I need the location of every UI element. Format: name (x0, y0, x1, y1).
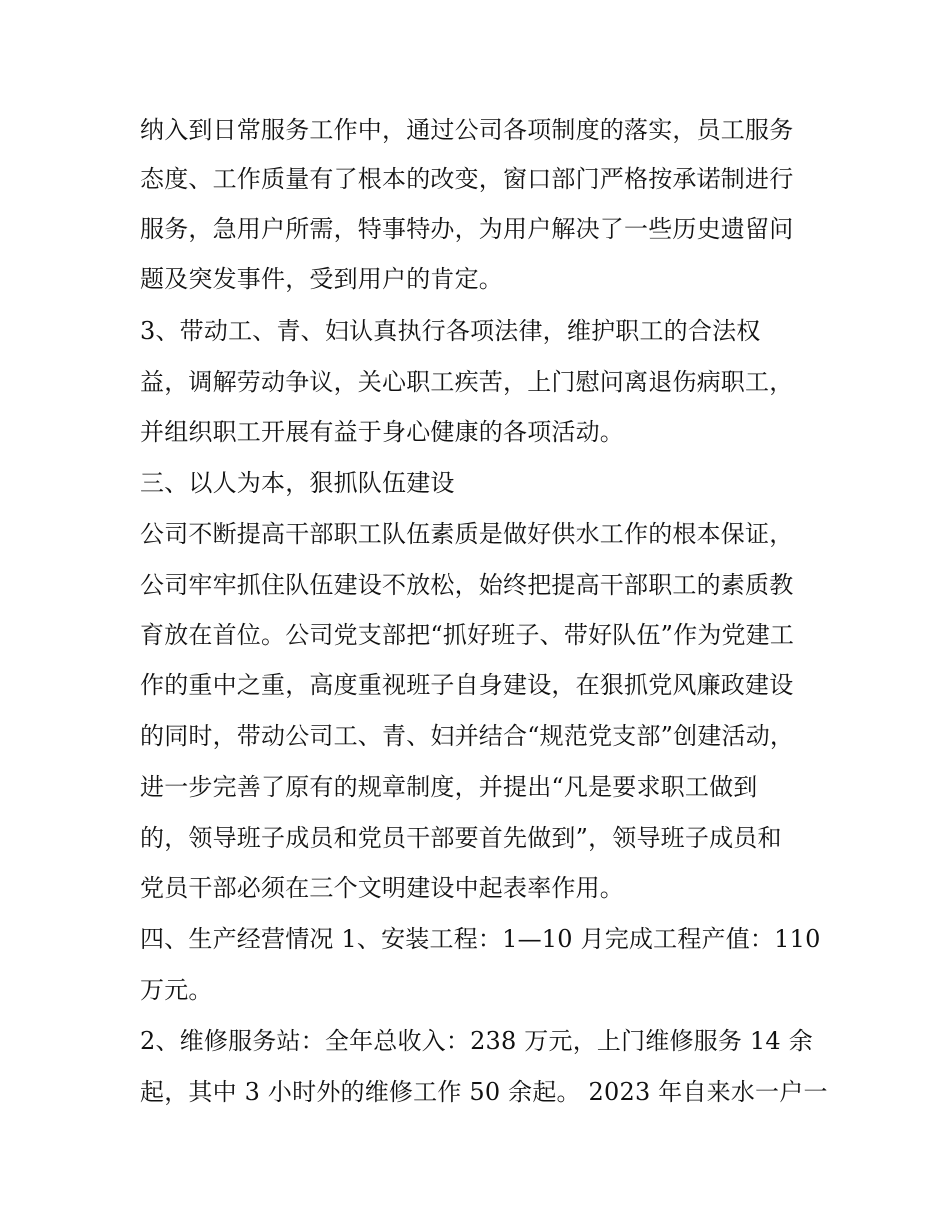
text-line: 万元。 (140, 976, 213, 1004)
text-line: 2、维修服务站：全年总收入：238 万元，上门维修服务 14 余 (140, 1027, 813, 1055)
text-line: 公司不断提高干部职工队伍素质是做好供水工作的根本保证， (140, 520, 794, 548)
text-line: 纳入到日常服务工作中，通过公司各项制度的落实，员工服务 (140, 116, 794, 144)
section-heading: 四、生产经营情况 1、安装工程：1—10 月完成工程产值：110 (140, 925, 821, 953)
text-line: 的同时，带动公司工、青、妇并结合“规范党支部”创建活动， (140, 722, 795, 750)
text-line: 作的重中之重，高度重视班子自身建设，在狠抓党风廉政建设 (140, 671, 794, 699)
text-line: 公司牢牢抓住队伍建设不放松，始终把提高干部职工的素质教 (140, 571, 794, 599)
text-line: 党员干部必须在三个文明建设中起表率作用。 (140, 874, 624, 902)
text-line: 进一步完善了原有的规章制度，并提出“凡是要求职工做到 (140, 773, 758, 801)
text-line: 服务，急用户所需，特事特办，为用户解决了一些历史遗留问 (140, 215, 794, 243)
text-line: 态度、工作质量有了根本的改变，窗口部门严格按承诺制进行 (140, 165, 794, 193)
text-line: 的，领导班子成员和党员干部要首先做到”，领导班子成员和 (140, 824, 782, 852)
text-line: 育放在首位。公司党支部把“抓好班子、带好队伍”作为党建工 (140, 621, 795, 649)
text-line: 并组织职工开展有益于身心健康的各项活动。 (140, 418, 624, 446)
text-line: 起，其中 3 小时外的维修工作 50 余起。 2023 年自来水一户一 (140, 1078, 828, 1106)
section-heading: 三、以人为本，狠抓队伍建设 (140, 469, 455, 497)
text-line: 3、带动工、青、妇认真执行各项法律，维护职工的合法权 (140, 317, 761, 345)
text-line: 题及突发事件，受到用户的肯定。 (140, 265, 503, 293)
text-line: 益，调解劳动争议，关心职工疾苦，上门慰问离退伤病职工， (140, 368, 794, 396)
